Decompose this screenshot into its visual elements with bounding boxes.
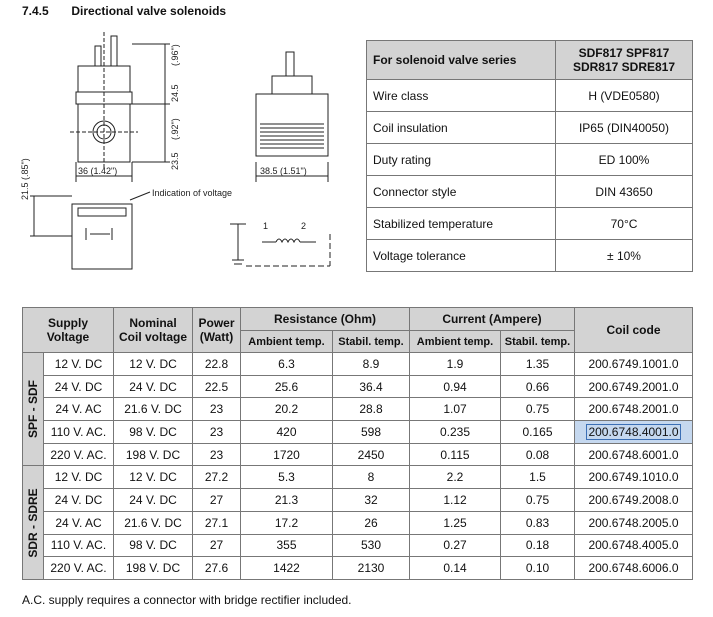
spec-label: Duty rating xyxy=(367,144,556,176)
table-row xyxy=(23,375,693,398)
resistance-stabil-cell: 598 xyxy=(333,421,410,444)
resistance-header: Resistance (Ohm) xyxy=(241,308,410,331)
power-cell: 23 xyxy=(193,421,241,444)
dim-top-value: 24.5 xyxy=(170,84,180,102)
resistance-stabil-cell: 2130 xyxy=(333,557,410,580)
spec-label: Stabilized temperature xyxy=(367,208,556,240)
coil-code-cell: 200.6748.2001.0 xyxy=(575,398,693,421)
resistance-stabil-cell: 8 xyxy=(333,466,410,489)
coil-code-cell[interactable] xyxy=(575,421,693,444)
coil-code-cell: 200.6748.4005.0 xyxy=(575,534,693,557)
footnote: A.C. supply requires a connector with bridge rectifier included. xyxy=(22,593,352,607)
resistance-ambient-cell: 355 xyxy=(241,534,333,557)
nominal-voltage-cell: 24 V. DC xyxy=(114,489,193,512)
spec-table xyxy=(366,40,693,272)
section-number: 7.4.5 xyxy=(22,4,49,18)
section-title: Directional valve solenoids xyxy=(71,4,227,18)
current-ambient-cell: 1.07 xyxy=(410,398,501,421)
current-ambient-cell: 0.94 xyxy=(410,375,501,398)
nominal-voltage-cell: 198 V. DC xyxy=(114,443,193,466)
dim-mid-value: (.92") xyxy=(170,118,180,140)
coil-code-cell: 200.6748.6006.0 xyxy=(575,557,693,580)
dim-width-side: 38.5 (1.51") xyxy=(260,166,307,176)
series-group-label xyxy=(23,466,44,579)
power-cell: 27 xyxy=(193,534,241,557)
resistance-ambient-header: Ambient temp. xyxy=(241,331,333,353)
dim-height-top: (.96") xyxy=(170,44,180,66)
current-header: Current (Ampere) xyxy=(410,308,575,331)
resistance-ambient-cell: 1720 xyxy=(241,443,333,466)
power-header xyxy=(193,308,241,353)
nominal-voltage-cell: 98 V. DC xyxy=(114,534,193,557)
current-ambient-cell: 0.235 xyxy=(410,421,501,444)
current-stabil-cell: 0.75 xyxy=(501,489,575,512)
current-ambient-cell: 0.14 xyxy=(410,557,501,580)
table-body xyxy=(23,353,693,580)
spec-value: ± 10% xyxy=(556,240,693,272)
series-line-1: SDF817 SPF817 xyxy=(578,46,670,60)
supply-voltage-cell: 12 V. DC xyxy=(44,466,114,489)
supply-voltage-cell: 24 V. DC xyxy=(44,489,114,512)
supply-voltage-cell: 110 V. AC. xyxy=(44,421,114,444)
power-cell: 27.1 xyxy=(193,511,241,534)
series-group-text: SPF - SDF xyxy=(26,380,40,439)
current-ambient-cell: 1.25 xyxy=(410,511,501,534)
spec-value: IP65 (DIN40050) xyxy=(556,112,693,144)
circuit-symbol xyxy=(230,224,330,266)
resistance-ambient-cell: 20.2 xyxy=(241,398,333,421)
power-cell: 23 xyxy=(193,398,241,421)
current-stabil-cell: 0.75 xyxy=(501,398,575,421)
resistance-ambient-cell: 21.3 xyxy=(241,489,333,512)
resistance-stabil-cell: 28.8 xyxy=(333,398,410,421)
series-group-text: SDR - SDRE xyxy=(26,487,40,558)
coil-code-cell: 200.6749.2001.0 xyxy=(575,375,693,398)
connector-view xyxy=(30,192,150,269)
table-row xyxy=(23,421,693,444)
power-cell: 22.5 xyxy=(193,375,241,398)
resistance-ambient-cell: 17.2 xyxy=(241,511,333,534)
supply-voltage-cell: 220 V. AC. xyxy=(44,443,114,466)
spec-row xyxy=(367,144,693,176)
terminal-2-label: 2 xyxy=(301,221,307,231)
current-ambient-cell: 0.27 xyxy=(410,534,501,557)
coil-code-cell: 200.6749.1001.0 xyxy=(575,353,693,376)
spec-row xyxy=(367,112,693,144)
power-cell: 27.2 xyxy=(193,466,241,489)
current-stabil-cell: 0.66 xyxy=(501,375,575,398)
coil-code-cell: 200.6749.1010.0 xyxy=(575,466,693,489)
spec-value: DIN 43650 xyxy=(556,176,693,208)
nominal-voltage-cell: 21.6 V. DC xyxy=(114,511,193,534)
nominal-voltage-cell: 21.6 V. DC xyxy=(114,398,193,421)
resistance-ambient-cell: 420 xyxy=(241,421,333,444)
current-ambient-header: Ambient temp. xyxy=(410,331,501,353)
current-ambient-cell: 1.12 xyxy=(410,489,501,512)
supply-voltage-cell: 12 V. DC xyxy=(44,353,114,376)
header-line: Supply xyxy=(47,316,88,330)
coil-data-table xyxy=(22,307,693,580)
resistance-ambient-cell: 1422 xyxy=(241,557,333,580)
current-stabil-cell: 0.165 xyxy=(501,421,575,444)
spec-row xyxy=(367,240,693,272)
resistance-stabil-header: Stabil. temp. xyxy=(333,331,410,353)
resistance-stabil-cell: 8.9 xyxy=(333,353,410,376)
resistance-ambient-cell: 6.3 xyxy=(241,353,333,376)
front-view xyxy=(70,32,170,182)
power-cell: 27 xyxy=(193,489,241,512)
spec-label: Voltage tolerance xyxy=(367,240,556,272)
current-ambient-cell: 1.9 xyxy=(410,353,501,376)
nominal-voltage-header xyxy=(114,308,193,353)
terminal-1-label: 1 xyxy=(263,221,269,231)
coil-code-cell: 200.6749.2008.0 xyxy=(575,489,693,512)
resistance-stabil-cell: 530 xyxy=(333,534,410,557)
selected-coil-code[interactable]: 200.6748.4001.0 xyxy=(588,424,679,439)
supply-voltage-cell: 24 V. AC xyxy=(44,398,114,421)
current-ambient-cell: 0.115 xyxy=(410,443,501,466)
current-stabil-cell: 0.83 xyxy=(501,511,575,534)
resistance-stabil-cell: 32 xyxy=(333,489,410,512)
header-line: Nominal xyxy=(129,316,177,330)
resistance-stabil-cell: 26 xyxy=(333,511,410,534)
table-row xyxy=(23,466,693,489)
spec-header-row xyxy=(367,41,693,80)
current-stabil-cell: 1.35 xyxy=(501,353,575,376)
nominal-voltage-cell: 198 V. DC xyxy=(114,557,193,580)
voltage-indication-callout: Indication of voltage xyxy=(152,188,233,198)
solenoid-drawing xyxy=(20,24,355,274)
power-cell: 22.8 xyxy=(193,353,241,376)
spec-header-series xyxy=(556,41,693,80)
header-line: (Watt) xyxy=(199,330,234,344)
nominal-voltage-cell: 12 V. DC xyxy=(114,466,193,489)
supply-voltage-cell: 220 V. AC. xyxy=(44,557,114,580)
table-row xyxy=(23,353,693,376)
coil-code-cell: 200.6748.2005.0 xyxy=(575,511,693,534)
table-row xyxy=(23,534,693,557)
spec-row xyxy=(367,80,693,112)
spec-row xyxy=(367,208,693,240)
coil-code-cell: 200.6748.6001.0 xyxy=(575,443,693,466)
spec-header-label: For solenoid valve series xyxy=(367,41,556,80)
supply-voltage-header xyxy=(23,308,114,353)
dim-width-front: 36 (1.42") xyxy=(78,166,118,176)
spec-value: 70°C xyxy=(556,208,693,240)
spec-row xyxy=(367,176,693,208)
table-row xyxy=(23,489,693,512)
side-view xyxy=(256,52,328,182)
power-cell: 27.6 xyxy=(193,557,241,580)
resistance-ambient-cell: 25.6 xyxy=(241,375,333,398)
series-line-2: SDR817 SDRE817 xyxy=(572,60,676,74)
supply-voltage-cell: 24 V. DC xyxy=(44,375,114,398)
nominal-voltage-cell: 12 V. DC xyxy=(114,353,193,376)
table-header-row xyxy=(23,308,693,331)
header-line: Power xyxy=(198,316,235,330)
current-stabil-cell: 1.5 xyxy=(501,466,575,489)
supply-voltage-cell: 110 V. AC. xyxy=(44,534,114,557)
header-line: Voltage xyxy=(46,330,90,344)
resistance-stabil-cell: 36.4 xyxy=(333,375,410,398)
spec-label: Wire class xyxy=(367,80,556,112)
current-stabil-cell: 0.08 xyxy=(501,443,575,466)
resistance-stabil-cell: 2450 xyxy=(333,443,410,466)
supply-voltage-cell: 24 V. AC xyxy=(44,511,114,534)
coil-code-header: Coil code xyxy=(575,308,693,353)
current-ambient-cell: 2.2 xyxy=(410,466,501,489)
dim-side-left: 21.5 (.85") xyxy=(20,158,30,200)
header-line: Coil voltage xyxy=(118,330,187,344)
section-heading xyxy=(22,4,226,18)
dim-bottom-value: 23.5 xyxy=(170,152,180,170)
current-stabil-cell: 0.10 xyxy=(501,557,575,580)
nominal-voltage-cell: 98 V. DC xyxy=(114,421,193,444)
series-group-label xyxy=(23,353,44,466)
spec-value: ED 100% xyxy=(556,144,693,176)
current-stabil-header: Stabil. temp. xyxy=(501,331,575,353)
nominal-voltage-cell: 24 V. DC xyxy=(114,375,193,398)
resistance-ambient-cell: 5.3 xyxy=(241,466,333,489)
spec-label: Connector style xyxy=(367,176,556,208)
spec-label: Coil insulation xyxy=(367,112,556,144)
table-row xyxy=(23,557,693,580)
table-row xyxy=(23,511,693,534)
table-row xyxy=(23,398,693,421)
power-cell: 23 xyxy=(193,443,241,466)
table-row xyxy=(23,443,693,466)
spec-value: H (VDE0580) xyxy=(556,80,693,112)
current-stabil-cell: 0.18 xyxy=(501,534,575,557)
